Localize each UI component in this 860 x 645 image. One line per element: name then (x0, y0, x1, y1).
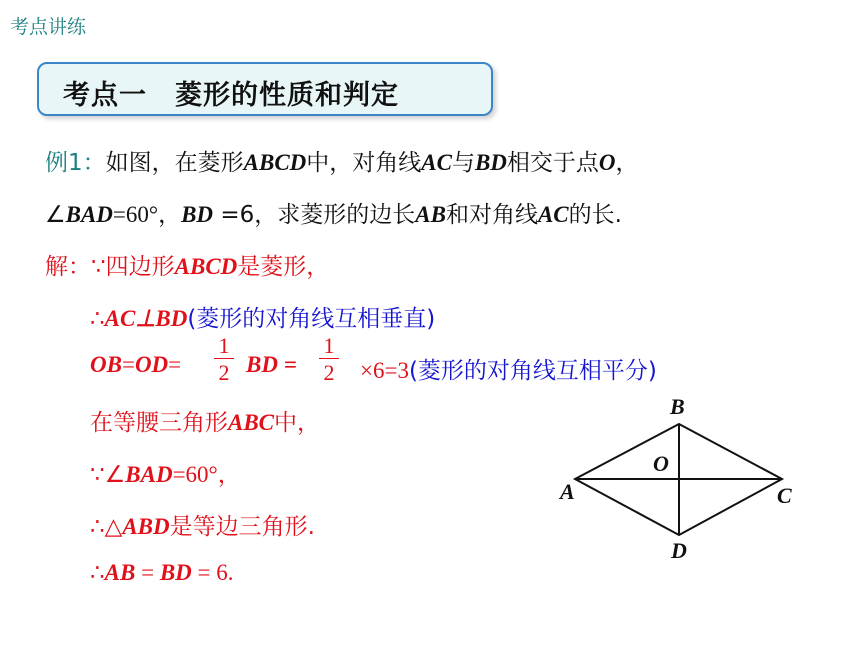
solution-line-4: 在等腰三角形ABC中， (90, 410, 321, 436)
topic-title: 考点一 菱形的性质和判定 (63, 80, 399, 111)
label-c: C (777, 483, 792, 508)
label-d: D (671, 538, 687, 563)
section-tag: 考点讲练 (10, 16, 87, 38)
solution-line-7: ∴AB = BD = 6. (90, 560, 234, 586)
label-a: A (560, 479, 575, 504)
solution-line-2: ∴AC⊥BD(菱形的对角线互相垂直) (90, 306, 436, 332)
label-b: B (670, 395, 685, 419)
example-line-1: 例1：如图，在菱形ABCD中，对角线AC与BD相交于点O， (45, 150, 639, 176)
topic-title-box (37, 62, 493, 116)
solution-line-5: ∵∠BAD=60°， (90, 462, 241, 488)
solution-line-3: OB=OD= (90, 352, 182, 377)
label-o: O (653, 451, 669, 476)
solution-line-3-tail: ×6=3(菱形的对角线互相平分) (360, 358, 657, 384)
fraction-half-2: 1 2 (319, 333, 339, 386)
example-line-2: ∠BAD=60°，BD =6，求菱形的边长AB和对角线AC的长. (45, 202, 622, 228)
example-label: 例1： (45, 150, 106, 176)
solution-line-6: ∴△ABD是等边三角形. (90, 514, 315, 540)
fraction-half-1: 1 2 (214, 333, 234, 386)
rhombus-diagram (550, 395, 810, 570)
solution-line-1: 解：∵四边形ABCD是菱形， (45, 254, 330, 280)
solution-bd-eq: BD = (246, 352, 297, 377)
